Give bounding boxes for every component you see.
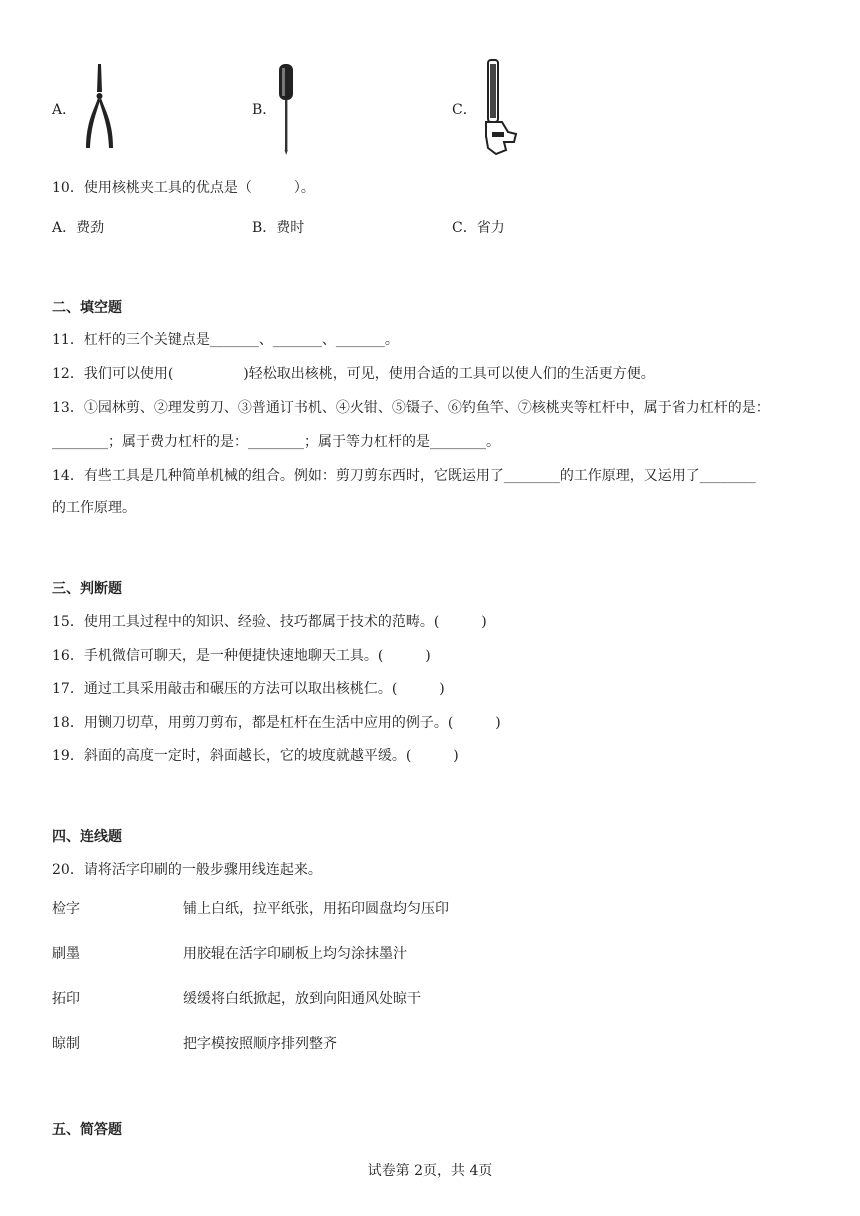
question-17: 17．通过工具采用敲击和碾压的方法可以取出核桃仁。( ) (52, 681, 445, 697)
question-10: 10．使用核桃夹工具的优点是（ ）。 (52, 180, 315, 196)
q10-option-c: C．省力 (452, 220, 505, 236)
option-a-label: A． (52, 102, 77, 118)
q10-option-a: A．费劲 (52, 220, 105, 236)
question-14-line-1: 14．有些工具是几种简单机械的组合。例如：剪刀剪东西时，它既运用了________的工作原理，又运用了________ (52, 468, 756, 484)
question-16: 16．手机微信可聊天，是一种便捷快速地聊天工具。( ) (52, 648, 431, 664)
match-right-item: 铺上白纸，拉平纸张，用拓印圆盘均匀压印 (183, 901, 449, 917)
option-c-label: C． (452, 102, 477, 118)
question-20: 20．请将活字印刷的一般步骤用线连起来。 (52, 862, 322, 878)
question-11: 11．杠杆的三个关键点是_______、_______、_______。 (52, 332, 399, 348)
match-left-item: 刷墨 (52, 946, 80, 962)
question-18: 18．用铡刀切草，用剪刀剪布，都是杠杆在生活中应用的例子。( ) (52, 715, 501, 731)
section-5-title: 五、简答题 (52, 1122, 122, 1138)
screwdriver-icon (274, 62, 298, 156)
match-right-item: 把字模按照顺序排列整齐 (183, 1036, 337, 1052)
section-4-title: 四、连线题 (52, 829, 122, 845)
q10-option-b: B．费时 (252, 220, 305, 236)
match-right-item: 缓缓将白纸掀起，放到向阳通风处晾干 (183, 991, 421, 1007)
section-3-title: 三、判断题 (52, 581, 122, 597)
question-15: 15．使用工具过程中的知识、经验、技巧都属于技术的范畴。( ) (52, 614, 487, 630)
question-13-line-2: ________；属于费力杠杆的是：________；属于等力杠杆的是________。 (52, 434, 500, 450)
question-12: 12．我们可以使用( )轻松取出核桃，可见，使用合适的工具可以使人们的生活更方便。 (52, 366, 655, 382)
wrench-icon (478, 58, 518, 158)
pliers-icon (80, 62, 120, 152)
section-2-title: 二、填空题 (52, 300, 122, 316)
match-right-item: 用胶辊在活字印刷板上均匀涂抹墨汁 (183, 946, 407, 962)
page-footer: 试卷第 2页，共 4页 (367, 1163, 493, 1179)
question-14-line-2: 的工作原理。 (52, 500, 136, 516)
match-left-item: 拓印 (52, 991, 80, 1007)
match-left-item: 检字 (52, 901, 80, 917)
match-left-item: 晾制 (52, 1036, 80, 1052)
question-19: 19．斜面的高度一定时，斜面越长，它的坡度就越平缓。( ) (52, 748, 459, 764)
option-b-label: B． (252, 102, 277, 118)
question-13-line-1: 13．①园林剪、②理发剪刀、③普通订书机、④火钳、⑤镊子、⑥钓鱼竿、⑦核桃夹等杠杆中，属于省力杠杆的是： (52, 400, 770, 416)
